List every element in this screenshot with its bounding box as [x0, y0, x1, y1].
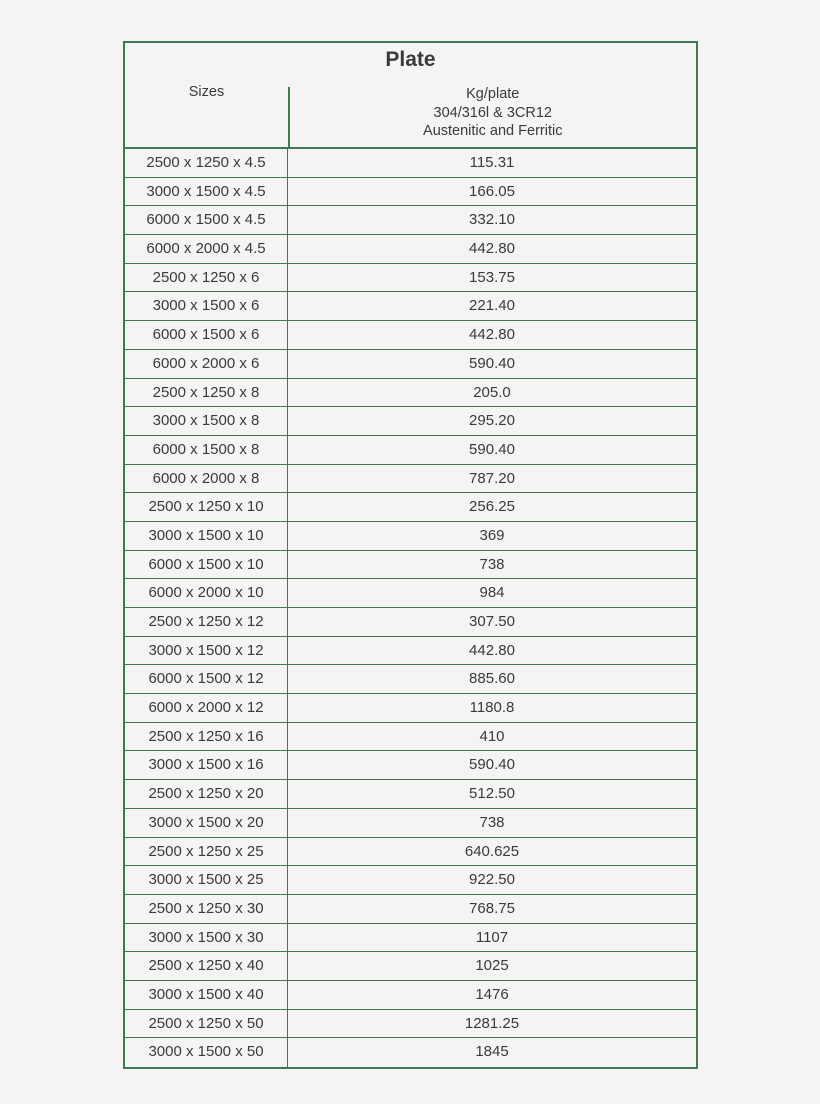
cell-size: 6000 x 1500 x 12: [125, 665, 288, 693]
cell-size: 3000 x 1500 x 25: [125, 866, 288, 894]
cell-size: 2500 x 1250 x 10: [125, 493, 288, 521]
header-kg-per-plate: [290, 77, 697, 147]
cell-size: 2500 x 1250 x 40: [125, 952, 288, 980]
cell-kg-per-plate: 590.40: [469, 354, 515, 372]
cell-kg-per-plate: 166.05: [469, 182, 515, 200]
cell-kg-per-plate: 221.40: [469, 297, 515, 315]
table-row: [125, 493, 696, 522]
table-row: [125, 379, 696, 408]
header-sizes: Sizes: [188, 84, 225, 100]
table-row: [125, 866, 696, 895]
cell-kg-per-plate: 307.50: [469, 613, 515, 630]
table-row: [125, 981, 696, 1010]
cell-kg-per-plate: 295.20: [469, 412, 515, 430]
table-row: [125, 637, 696, 666]
table-row: [125, 579, 696, 608]
header-kg-line3: Austenitic and Ferritic: [423, 123, 563, 139]
cell-size: 3000 x 1500 x 40: [125, 981, 288, 1009]
table-row: [125, 838, 696, 867]
cell-size: 3000 x 1500 x 50: [125, 1038, 288, 1067]
cell-size: 2500 x 1250 x 12: [125, 608, 288, 636]
cell-size: 2500 x 1250 x 8: [125, 379, 288, 407]
table-row: [125, 264, 696, 293]
cell-size: 2500 x 1250 x 16: [125, 723, 288, 751]
table-row: [125, 149, 696, 178]
cell-size: 6000 x 2000 x 10: [125, 579, 288, 607]
cell-size: 3000 x 1500 x 20: [125, 809, 288, 837]
cell-size: 2500 x 1250 x 4.5: [125, 149, 288, 177]
cell-kg-per-plate: 1476: [475, 985, 509, 1003]
table-title: Plate: [385, 48, 436, 71]
cell-kg-per-plate: 256.25: [469, 498, 515, 516]
table-row: [125, 178, 696, 207]
cell-size: 2500 x 1250 x 30: [125, 895, 288, 923]
cell-kg-per-plate: 332.10: [469, 211, 515, 229]
cell-kg-per-plate: 1180.8: [469, 699, 515, 717]
cell-kg-per-plate: 115.31: [469, 154, 515, 171]
cell-size: 2500 x 1250 x 20: [125, 780, 288, 808]
cell-kg-per-plate: 410: [479, 727, 505, 745]
cell-kg-per-plate: 590.40: [469, 440, 515, 458]
cell-size: 6000 x 1500 x 8: [125, 436, 288, 464]
cell-kg-per-plate: 768.75: [469, 899, 515, 917]
cell-kg-per-plate: 922.50: [469, 871, 515, 889]
table-row: [125, 924, 696, 953]
cell-kg-per-plate: 640.625: [464, 842, 520, 860]
header-kg-line1: Kg/plate: [466, 86, 520, 102]
table-row: [125, 206, 696, 235]
cell-size: 3000 x 1500 x 4.5: [125, 178, 288, 206]
cell-size: 3000 x 1500 x 30: [125, 924, 288, 952]
cell-kg-per-plate: 442.80: [469, 240, 515, 258]
cell-size: 2500 x 1250 x 25: [125, 838, 288, 866]
table-row: [125, 694, 696, 723]
cell-kg-per-plate: 1845: [475, 1043, 509, 1061]
cell-size: 6000 x 2000 x 4.5: [125, 235, 288, 263]
header-kg-line2: 304/316l & 3CR12: [433, 104, 552, 121]
cell-size: 6000 x 1500 x 10: [125, 551, 288, 579]
table-header: [125, 77, 696, 149]
cell-kg-per-plate: 1281.25: [464, 1014, 520, 1032]
cell-kg-per-plate: 787.20: [469, 469, 515, 487]
cell-kg-per-plate: 1107: [475, 928, 509, 946]
table-row: [125, 723, 696, 752]
cell-size: 2500 x 1250 x 6: [125, 264, 288, 292]
table-row: [125, 407, 696, 436]
table-body: [125, 149, 696, 1067]
cell-kg-per-plate: 738: [479, 555, 505, 573]
table-row: [125, 751, 696, 780]
cell-kg-per-plate: 442.80: [469, 641, 515, 659]
cell-kg-per-plate: 153.75: [469, 268, 515, 286]
table-row: [125, 952, 696, 981]
table-row: [125, 436, 696, 465]
table-row: [125, 465, 696, 494]
cell-size: 6000 x 1500 x 6: [125, 321, 288, 349]
cell-kg-per-plate: 369: [479, 526, 505, 544]
cell-kg-per-plate: 738: [479, 813, 505, 831]
cell-size: 3000 x 1500 x 16: [125, 751, 288, 779]
cell-kg-per-plate: 205.0: [473, 383, 511, 401]
cell-size: 6000 x 1500 x 4.5: [125, 206, 288, 234]
cell-kg-per-plate: 885.60: [469, 670, 515, 688]
cell-size: 2500 x 1250 x 50: [125, 1010, 288, 1038]
table-row: [125, 522, 696, 551]
cell-size: 3000 x 1500 x 6: [125, 292, 288, 320]
cell-size: 3000 x 1500 x 8: [125, 407, 288, 435]
cell-size: 3000 x 1500 x 10: [125, 522, 288, 550]
cell-kg-per-plate: 590.40: [469, 756, 515, 774]
table-row: [125, 292, 696, 321]
cell-kg-per-plate: 512.50: [469, 785, 515, 803]
cell-size: 6000 x 2000 x 8: [125, 465, 288, 493]
table-row: [125, 1038, 696, 1067]
cell-kg-per-plate: 984: [479, 584, 505, 602]
table-row: [125, 1010, 696, 1039]
table-row: [125, 235, 696, 264]
cell-kg-per-plate: 442.80: [469, 326, 515, 344]
table-row: [125, 895, 696, 924]
table-row: [125, 608, 696, 637]
cell-size: 3000 x 1500 x 12: [125, 637, 288, 665]
table-row: [125, 551, 696, 580]
table-row: [125, 321, 696, 350]
cell-kg-per-plate: 1025: [475, 957, 509, 975]
plate-weight-table: [123, 41, 698, 1069]
table-row: [125, 809, 696, 838]
table-row: [125, 780, 696, 809]
cell-size: 6000 x 2000 x 12: [125, 694, 288, 722]
table-row: [125, 350, 696, 379]
table-row: [125, 665, 696, 694]
cell-size: 6000 x 2000 x 6: [125, 350, 288, 378]
